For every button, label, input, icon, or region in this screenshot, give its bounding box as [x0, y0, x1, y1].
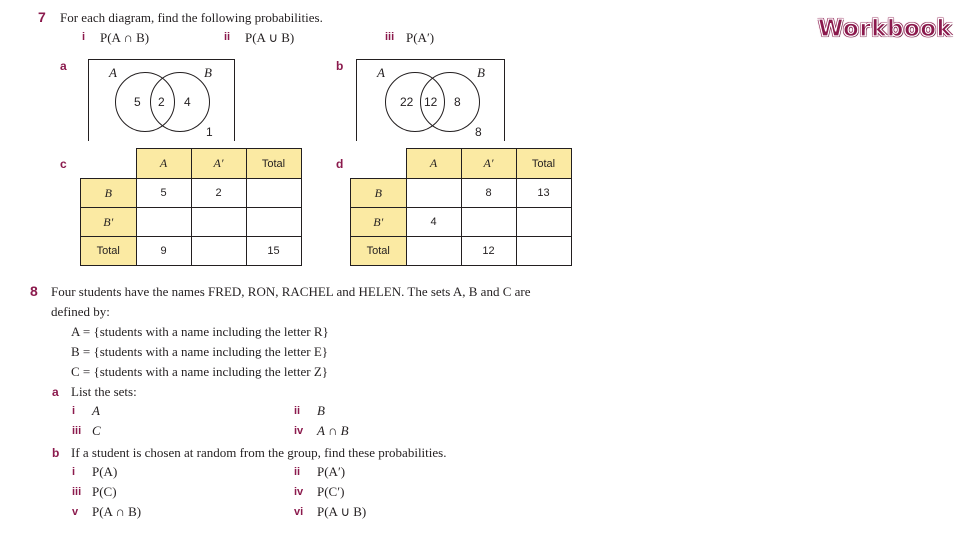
- table-c-cell: [246, 208, 301, 237]
- q8a-ii-label: ii: [294, 405, 301, 417]
- table-d-row-b-prime: B′: [351, 208, 407, 237]
- table-c-cell: 9: [136, 237, 191, 266]
- table-d-cell: 4: [406, 208, 461, 237]
- table-c-letter: c: [60, 157, 67, 171]
- question-7-prompt: For each diagram, find the following probabilities.: [60, 10, 323, 25]
- venn-a-letter: a: [60, 59, 67, 73]
- venn-a-both: 2: [158, 95, 165, 109]
- venn-b-neither: 8: [475, 125, 482, 139]
- venn-b-label-b: B: [477, 65, 485, 80]
- table-c-cell: [191, 208, 246, 237]
- q8a-iv-text: A ∩ B: [317, 423, 349, 438]
- table-d-cell: 12: [461, 237, 516, 266]
- table-d-letter: d: [336, 157, 344, 171]
- q8b-vi-text: P(A ∪ B): [317, 504, 367, 519]
- question-8-line-1: Four students have the names FRED, RON, RACHEL and HELEN. The sets A, B and C are: [51, 284, 531, 299]
- venn-b-diagram: [356, 59, 505, 141]
- q8b-i-label: i: [72, 466, 76, 478]
- venn-a-label-b: B: [204, 65, 212, 80]
- set-a-definition: A = {students with a name including the letter R}: [71, 324, 329, 339]
- venn-a-label-a: A: [109, 65, 117, 80]
- q8a-iv-label: iv: [294, 425, 304, 437]
- venn-b-only-a: 22: [400, 95, 414, 109]
- table-c-col-total: Total: [246, 149, 301, 179]
- q8a-iii-text: C: [92, 423, 101, 438]
- table-c-col-a-prime: A′: [191, 149, 246, 179]
- venn-a-only-a: 5: [134, 95, 141, 109]
- q8b-iii-text: P(C): [92, 484, 117, 499]
- table-d-cell: [516, 208, 571, 237]
- table-d-cell: [516, 237, 571, 266]
- venn-a-diagram: [88, 59, 235, 141]
- q8a-i-label: i: [72, 405, 76, 417]
- table-d-row-b: B: [351, 179, 407, 208]
- table-c-cell: 15: [246, 237, 301, 266]
- q8a-i-text: A: [92, 403, 100, 418]
- q8-part-a-letter: a: [52, 385, 59, 399]
- venn-b-letter: b: [336, 59, 344, 73]
- set-b-definition: B = {students with a name including the letter E}: [71, 344, 329, 359]
- q7-part-ii-label: ii: [224, 31, 231, 43]
- q8a-ii-text: B: [317, 403, 325, 418]
- table-c-col-a: A: [136, 149, 191, 179]
- venn-b-both: 12: [424, 95, 438, 109]
- q8b-iv-label: iv: [294, 486, 304, 498]
- table-d-cell: 8: [461, 179, 516, 208]
- table-d-cell: 13: [516, 179, 571, 208]
- table-d-cell: [461, 208, 516, 237]
- table-d-cell: [406, 237, 461, 266]
- table-d-cell: [406, 179, 461, 208]
- q8b-iv-text: P(C′): [317, 484, 345, 499]
- q8b-i-text: P(A): [92, 464, 118, 479]
- q8b-v-text: P(A ∩ B): [92, 504, 142, 519]
- q8-part-b-text: If a student is chosen at random from the group, find these probabilities.: [71, 445, 447, 460]
- table-c-row-b: B: [81, 179, 137, 208]
- q8-part-b-letter: b: [52, 446, 60, 460]
- venn-b-only-b: 8: [454, 95, 461, 109]
- table-c-cell: [136, 208, 191, 237]
- question-7-number: 7: [38, 9, 46, 25]
- table-d-row-total: Total: [351, 237, 407, 266]
- table-d-col-a-prime: A′: [461, 149, 516, 179]
- q8b-v-label: v: [72, 506, 79, 518]
- q8b-ii-text: P(A′): [317, 464, 346, 479]
- venn-b-label-a: A: [377, 65, 385, 80]
- q7-part-ii-text: P(A ∪ B): [245, 30, 295, 45]
- q8b-iii-label: iii: [72, 486, 82, 498]
- table-c: [80, 148, 302, 266]
- q7-part-i-text: P(A ∩ B): [100, 30, 150, 45]
- table-c-cell: 5: [136, 179, 191, 208]
- q8b-vi-label: vi: [294, 506, 304, 518]
- question-8-number: 8: [30, 283, 38, 299]
- q8a-iii-label: iii: [72, 425, 82, 437]
- table-c-row-total: Total: [81, 237, 137, 266]
- table-d-col-total: Total: [516, 149, 571, 179]
- q7-part-i-label: i: [82, 31, 86, 43]
- table-d: [350, 148, 572, 266]
- question-8-line-2: defined by:: [51, 304, 110, 319]
- venn-a-neither: 1: [206, 125, 213, 139]
- set-c-definition: C = {students with a name including the letter Z}: [71, 364, 329, 379]
- q8b-ii-label: ii: [294, 466, 301, 478]
- table-d-col-a: A: [406, 149, 461, 179]
- table-c-cell: [246, 179, 301, 208]
- q8-part-a-text: List the sets:: [71, 384, 137, 399]
- workbook-badge: Workbook: [818, 16, 953, 42]
- table-c-cell: 2: [191, 179, 246, 208]
- table-c-row-b-prime: B′: [81, 208, 137, 237]
- q7-part-iii-label: iii: [385, 31, 395, 43]
- q7-part-iii-text: P(A′): [406, 30, 435, 45]
- table-c-cell: [191, 237, 246, 266]
- venn-a-only-b: 4: [184, 95, 191, 109]
